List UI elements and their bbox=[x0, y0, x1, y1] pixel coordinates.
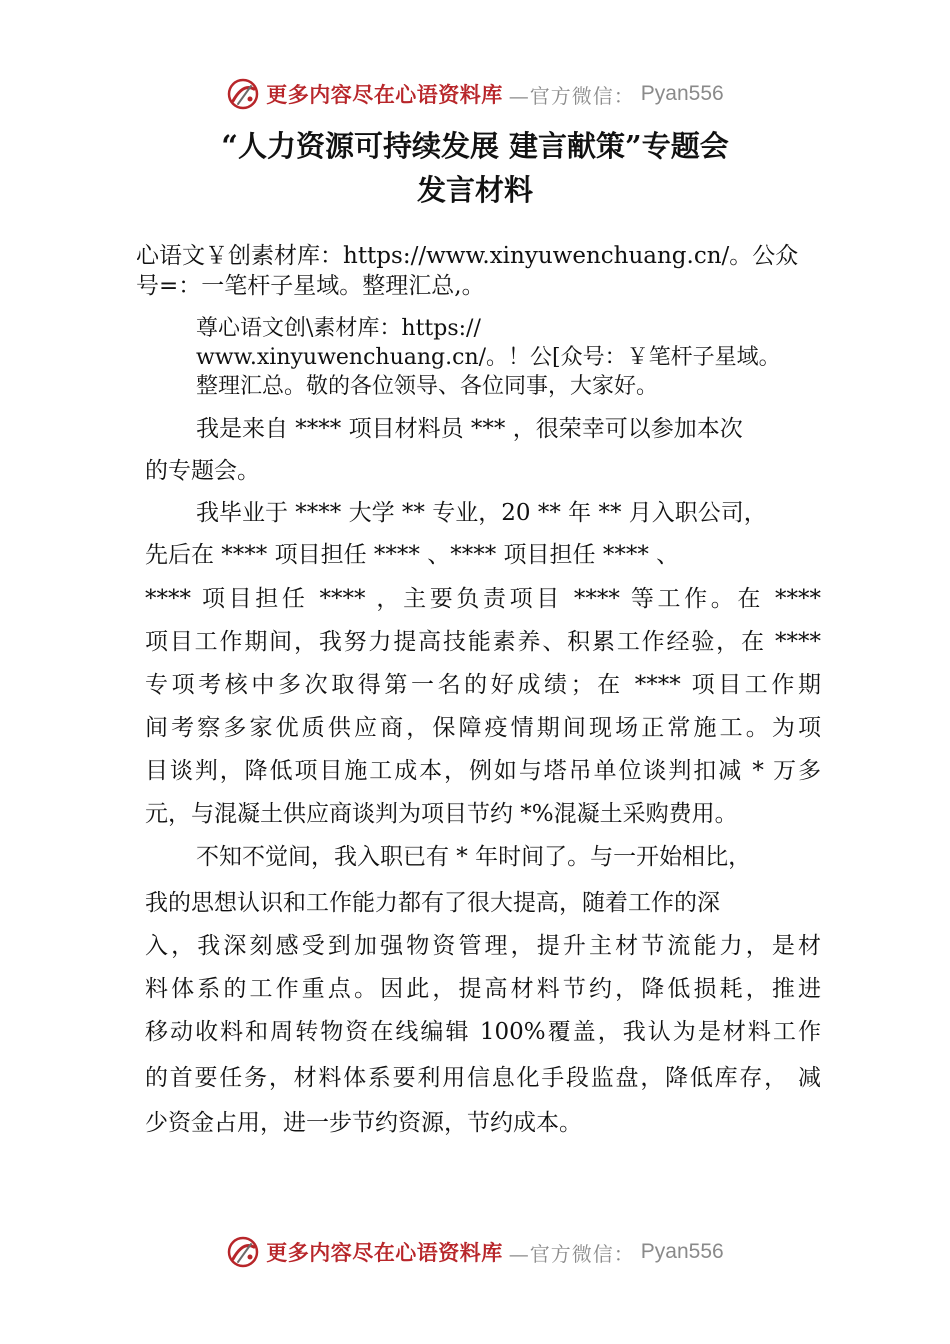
body-line: 项目工作期间，我努力提高技能素养、积累工作经验，在 **** bbox=[145, 629, 821, 655]
body-line: 我是来自 **** 项目材料员 *** ，很荣幸可以参加本次 bbox=[196, 416, 743, 442]
body-line: 移动收料和周转物资在线编辑 100%覆盖，我认为是材料工作 bbox=[145, 1019, 821, 1045]
footer-banner-text: 更多内容尽在心语资料库 bbox=[266, 1240, 503, 1265]
body-line: www.xinyuwenchuang.cn/。！公[众号：￥笔杆子星域。 bbox=[196, 345, 781, 370]
footer-banner-wechat-id: Pyan556 bbox=[640, 1240, 724, 1263]
body-line: 我的思想认识和工作能力都有了很大提高，随着工作的深 bbox=[145, 890, 720, 916]
document-subtitle: 发言材料 bbox=[416, 173, 533, 207]
footer-banner-wechat-label: —官方微信： bbox=[508, 1241, 635, 1266]
body-line: 心语文￥创素材库：https://www.xinyuwenchuang.cn/。公众 bbox=[136, 243, 799, 269]
brand-logo-icon bbox=[226, 1235, 260, 1269]
body-line: 整理汇总。敬的各位领导、各位同事，大家好。 bbox=[196, 374, 659, 399]
body-line: 的专题会。 bbox=[145, 458, 260, 484]
body-line: 料体系的工作重点。因此，提高材料节约，降低损耗，推进 bbox=[145, 976, 821, 1002]
header-banner-wechat-id: Pyan556 bbox=[640, 82, 724, 105]
body-line: 少资金占用，进一步节约资源，节约成本。 bbox=[145, 1110, 582, 1136]
body-line: 先后在 **** 项目担任 **** 、**** 项目担任 **** 、 bbox=[145, 542, 680, 568]
body-line: 目谈判，降低项目施工成本，例如与塔吊单位谈判扣减 * 万多 bbox=[145, 758, 821, 784]
footer-banner bbox=[0, 1232, 950, 1272]
header-banner bbox=[0, 74, 950, 114]
document-title: “人力资源可持续发展 建言献策”专题会 bbox=[221, 129, 729, 163]
body-line: 入，我深刻感受到加强物资管理，提升主材节流能力，是材 bbox=[145, 933, 821, 959]
body-line: 间考察多家优质供应商，保障疫情期间现场正常施工。为项 bbox=[145, 715, 821, 741]
header-banner-text: 更多内容尽在心语资料库 bbox=[266, 82, 503, 107]
header-banner-wechat-label: —官方微信： bbox=[508, 83, 635, 108]
body-line: 号=：一笔杆子星域。整理汇总,。 bbox=[136, 273, 485, 299]
body-line: 尊心语文创\素材库：https:// bbox=[196, 316, 481, 341]
body-line: 不知不觉间，我入职已有 * 年时间了。与一开始相比， bbox=[196, 844, 752, 870]
brand-logo-icon bbox=[226, 77, 260, 111]
body-line: 我毕业于 **** 大学 ** 专业，20 ** 年 ** 月入职公司， bbox=[196, 500, 767, 526]
body-line: 元，与混凝土供应商谈判为项目节约 *%混凝土采购费用。 bbox=[145, 801, 738, 827]
body-line: **** 项目担任 **** ，主要负责项目 **** 等工作。在 **** bbox=[145, 586, 821, 612]
body-line: 的首要任务，材料体系要利用信息化手段监盘，降低库存， 减 bbox=[145, 1065, 821, 1091]
body-line: 专项考核中多次取得第一名的好成绩；在 **** 项目工作期 bbox=[145, 672, 821, 698]
